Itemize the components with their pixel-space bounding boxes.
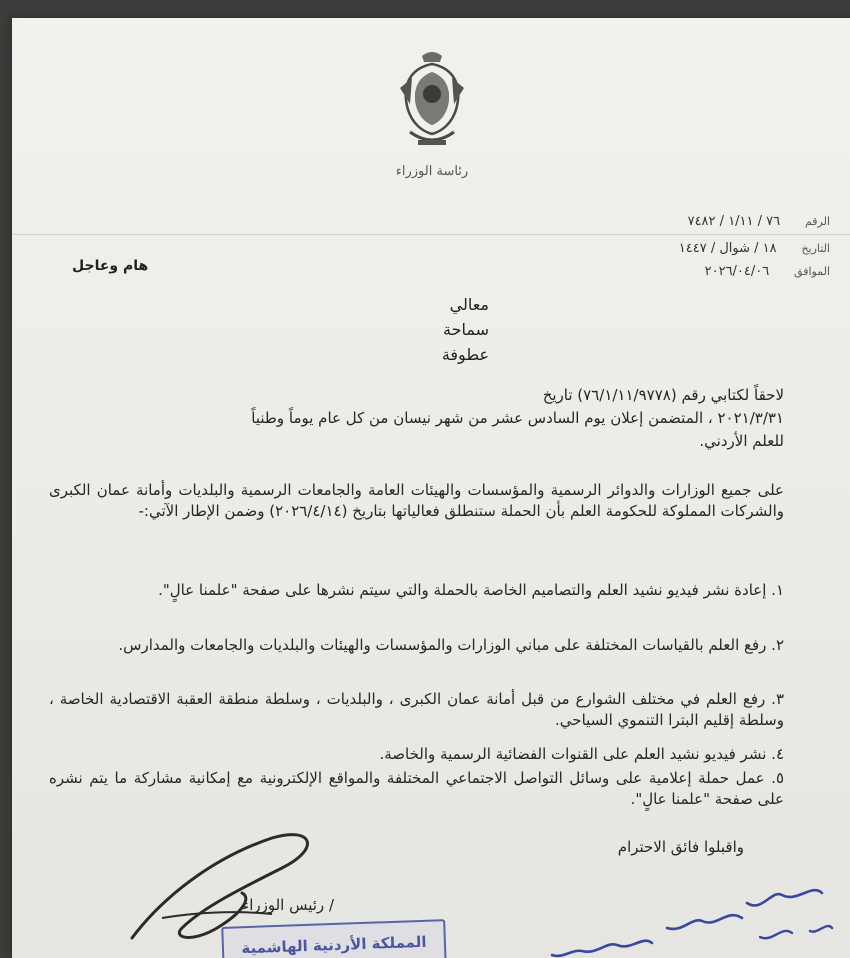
list-item-4: ٤. نشر فيديو نشيد العلم على القنوات الفضائية الرسمية والخاصة. (379, 745, 784, 763)
corresponding-label: الموافق (794, 265, 830, 278)
coat-of-arms-icon (392, 48, 472, 158)
issuing-office-name: رئاسة الوزراء (395, 164, 469, 179)
intro-line-2: ٢٠٢١/٣/٣١ ، المتضمن إعلان يوم السادس عشر من شهر نيسان من كل عام يوماً وطنياً (251, 409, 784, 427)
handwritten-note (492, 873, 850, 958)
salutation-2: سماحة (443, 320, 489, 339)
reference-row (500, 214, 830, 229)
reference-label: الرقم (804, 215, 830, 228)
body-paragraph: على جميع الوزارات والدوائر الرسمية والمؤسسات والهيئات العامة والجامعات الرسمية والبلديات وأمانة عمان الكبرى والشركات المملوكة للحكومة العلم بأن الحملة ستنطلق فعالياتها بتاريخ (٢٠٢٦/٤/١٤) وضمن الإطار الآتي:- (49, 481, 784, 520)
date-row (500, 241, 830, 256)
corresponding-date-row (500, 264, 830, 279)
intro-line-3: للعلم الأردني. (699, 432, 784, 450)
hijri-date: ١٨ / شوال / ١٤٤٧ (678, 241, 777, 256)
gregorian-date: ٢٠٢٦/٠٤/٠٦ (704, 264, 770, 279)
date-label: التاريخ (801, 242, 830, 255)
salutation-3: عطوفة (441, 345, 489, 364)
letter-page (12, 18, 850, 958)
reference-number: ٧٦ / ١/١١ / ٧٤٨٢ (687, 214, 781, 229)
list-item-3: ٣. رفع العلم في مختلف الشوارع من قبل أمانة عمان الكبرى ، والبلديات ، وسلطة منطقة العقبة الاقتصادية الخاصة ، وسلطة إقليم البترا التنموي السياحي. (49, 690, 784, 729)
handwriting-icon (492, 873, 850, 958)
signatory-title: / رئيس الوزراء (242, 896, 334, 914)
urgent-label: هام وعاجل (72, 258, 149, 274)
closing-line: واقبلوا فائق الاحترام (617, 838, 744, 856)
list-item-2: ٢. رفع العلم بالقياسات المختلفة على مباني الوزارات والمؤسسات والهيئات والبلديات والجامعات والمدارس. (118, 636, 784, 654)
list-item-5: ٥. عمل حملة إعلامية على وسائل التواصل الاجتماعي المختلفة والمواقع الإلكترونية مع إمكانية مشاركة ما يتم نشره على صفحة "علمنا عالٍ". (49, 769, 784, 808)
salutation-1: معالي (449, 295, 489, 314)
official-stamp: المملكة الأردنية الهاشمية (221, 919, 447, 958)
list-item-1: ١. إعادة نشر فيديو نشيد العلم والتصاميم الخاصة بالحملة والتي سيتم نشرها على صفحة "علمنا عالٍ". (158, 581, 784, 599)
intro-line-1: لاحقاً لكتابي رقم (٧٦/١/١١/٩٧٧٨) تاريخ (542, 386, 784, 404)
